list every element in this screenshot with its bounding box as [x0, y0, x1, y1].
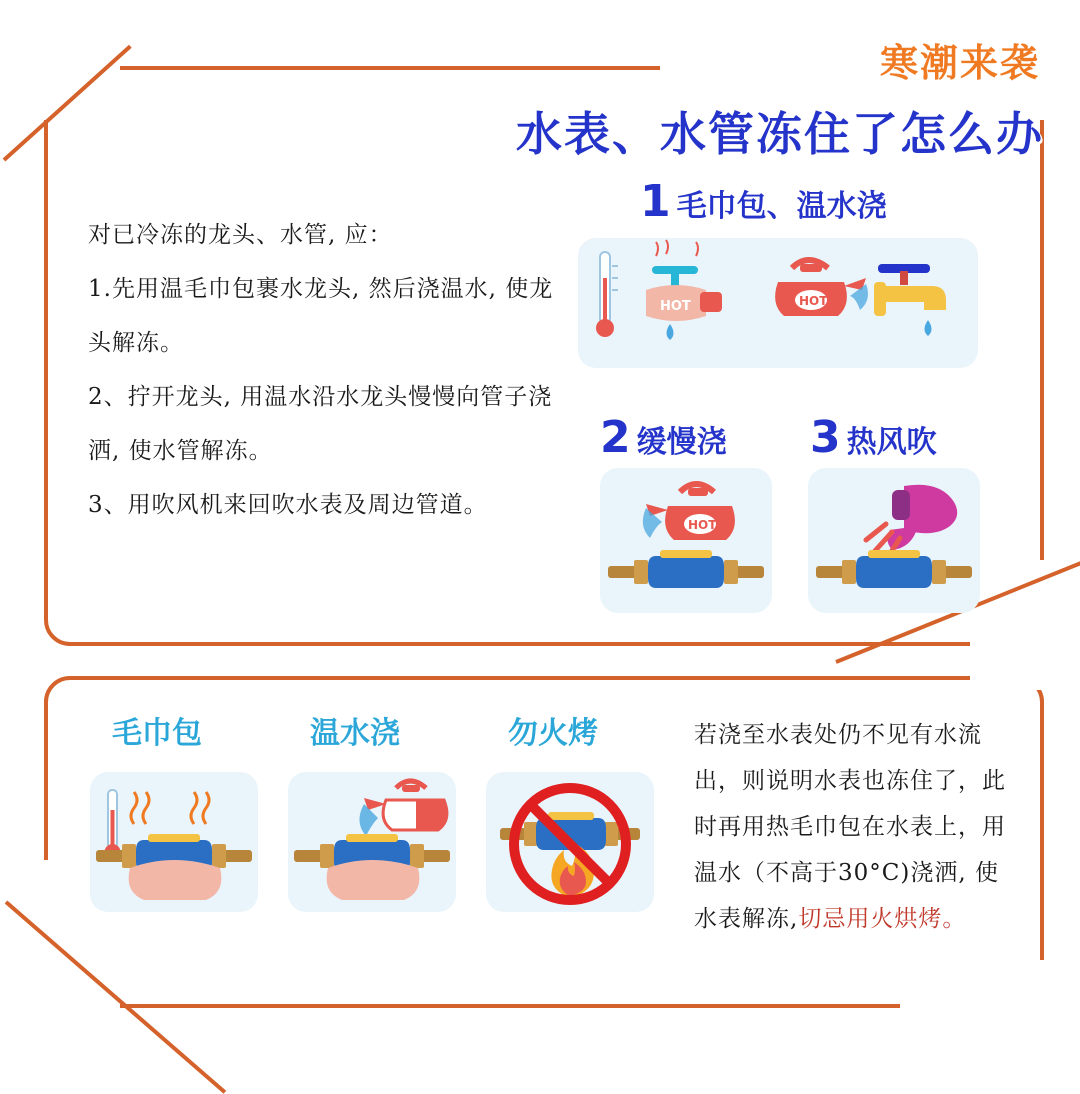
- step-number-1: 1: [640, 176, 671, 227]
- kettle-icon: [359, 781, 446, 836]
- illustration-no-fire-panel: [486, 772, 654, 912]
- faucet-wrapped-icon: [646, 240, 722, 340]
- step-number-2: 2: [600, 412, 631, 463]
- water-meter-icon: [816, 550, 972, 588]
- page-title: 水表、水管冻住了怎么办: [516, 107, 1044, 161]
- step-heading-2: [600, 412, 727, 463]
- kettle-icon: [643, 484, 735, 540]
- water-meter-icon: [608, 550, 764, 588]
- bottom-note-warning: 切忌用火烘烤。: [798, 906, 967, 932]
- step-label-2: 缓慢浇: [636, 425, 727, 460]
- instructions-intro: 对已冷冻的龙头、水管, 应：: [88, 222, 393, 248]
- illustration-pour-meter-panel: [288, 772, 456, 912]
- instruction-item-1: 1.先用温毛巾包裹水龙头, 然后浇温水, 使龙头解冻。: [88, 276, 554, 356]
- step-label-3: 热风吹: [846, 425, 937, 460]
- illustration-slow-pour-panel: [600, 468, 772, 613]
- bottom-note-main: 若浇至水表处仍不见有水流出，则说明水表也冻住了，此时再用热毛巾包在水表上，用温水（不高于30°C)浇洒, 使水表解冻,: [694, 722, 1006, 932]
- header-kicker: 寒潮来袭: [879, 41, 1040, 85]
- frame-mask-bottom-right: [900, 960, 1080, 1030]
- svg-text:HOT: HOT: [799, 294, 828, 308]
- step-label-1: 毛巾包、温水浇: [676, 189, 887, 224]
- illustration-towel-meter-panel: [90, 772, 258, 912]
- frame-mask-top-left: [0, 0, 120, 120]
- kettle-icon: [775, 260, 868, 316]
- svg-text:HOT: HOT: [688, 518, 717, 532]
- bottom-note: [694, 712, 1014, 942]
- heat-waves-icon: [131, 792, 209, 824]
- thermometer-icon: [596, 252, 618, 337]
- frame-mask-mid-right: [970, 560, 1080, 690]
- bottom-caption-towel: 毛巾包: [112, 716, 202, 751]
- thermometer-icon: [105, 790, 121, 860]
- faucet-yellow-icon: [874, 264, 946, 336]
- instruction-item-3: 3、用吹风机来回吹水表及周边管道。: [88, 492, 488, 518]
- step-heading-1: [640, 176, 887, 227]
- illustration-hairdryer-panel: [808, 468, 980, 613]
- bottom-caption-warm-water: 温水浇: [310, 716, 400, 751]
- towel-wrap-icon: [327, 860, 420, 900]
- step-number-3: 3: [810, 412, 841, 463]
- instructions-block: [88, 208, 558, 532]
- illustration-faucet-panel: [578, 238, 978, 368]
- bottom-caption-no-fire: 勿火烤: [508, 716, 598, 751]
- instruction-item-2: 2、拧开龙头, 用温水沿水龙头慢慢向管子浇洒, 使水管解冻。: [88, 384, 553, 464]
- towel-wrap-icon: [129, 860, 222, 900]
- hairdryer-icon: [866, 485, 957, 560]
- svg-text:HOT: HOT: [660, 299, 691, 314]
- step-heading-3: [810, 412, 937, 463]
